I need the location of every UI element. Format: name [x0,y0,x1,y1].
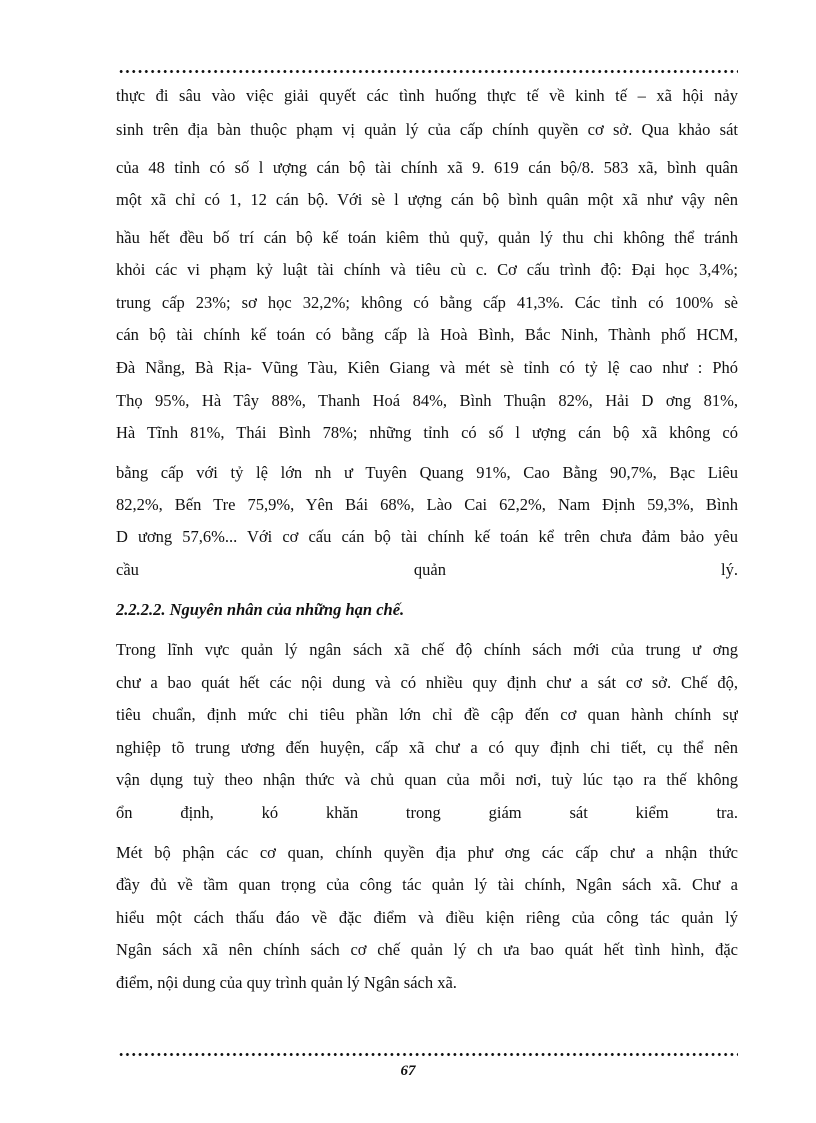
bottom-dotted-rule [118,1052,738,1057]
body-line: Mét bộ phận các cơ quan, chính quyền địa phư ơng các cấp chư a nhận thức [116,843,738,862]
body-line: điểm, nội dung của quy trình quản lý Ngân sách xã. [116,973,457,992]
body-line: cán bộ tài chính kế toán có bằng cấp là Hoà Bình, Bắc Ninh, Thành phố HCM, [116,325,738,344]
body-line: 82,2%, Bến Tre 75,9%, Yên Bái 68%, Lào Cai 62,2%, Nam Định 59,3%, Bình [116,495,738,514]
body-line: Đà Nẵng, Bà Rịa- Vũng Tàu, Kiên Giang và mét sè tỉnh có tỷ lệ cao như : Phó [116,358,738,377]
body-line: trung cấp 23%; sơ học 32,2%; không có bằng cấp 41,3%. Các tỉnh có 100% sè [116,293,738,312]
body-line: tiêu chuẩn, định mức chi tiêu phần lớn chỉ đề cập đến cơ quan hành chính sự [116,705,738,724]
body-line: hiểu một cách thấu đáo về đặc điểm và điều kiện riêng của công tác quản lý [116,908,738,927]
body-line: thực đi sâu vào việc giải quyết các tình huống thực tế về kinh tế – xã hội nảy [116,86,738,105]
body-line: ổn định, kó khăn trong giám sát kiểm tra. [116,803,738,822]
section-heading: 2.2.2.2. Nguyên nhân của những hạn chế. [116,600,405,619]
body-line: một xã chỉ có 1, 12 cán bộ. Với sè l ượng cán bộ bình quân một xã như vậy nên [116,190,738,209]
body-line: Thọ 95%, Hà Tây 88%, Thanh Hoá 84%, Bình Thuận 82%, Hải D ơng 81%, [116,391,738,410]
body-line: Ngân sách xã nên chính sách cơ chế quản lý ch ưa bao quát hết tình hình, đặc [116,940,738,959]
body-line: chư a bao quát hết các nội dung và có nhiều quy định chư a sát cơ sở. Chế độ, [116,673,738,692]
top-dotted-rule [118,69,738,74]
body-line: sinh trên địa bàn thuộc phạm vị quản lý của cấp chính quyền cơ sở. Qua khảo sát [116,120,738,139]
body-line: Hà Tĩnh 81%, Thái Bình 78%; những tỉnh có số l ượng cán bộ xã không có [116,423,738,442]
body-line: đầy đủ về tầm quan trọng của công tác quản lý tài chính, Ngân sách xã. Chư a [116,875,738,894]
page-number: 67 [400,1063,416,1079]
body-line: của 48 tỉnh có số l ượng cán bộ tài chính xã 9. 619 cán bộ/8. 583 xã, bình quân [116,158,738,177]
body-line: D ương 57,6%... Với cơ cấu cán bộ tài chính kế toán kể trên chưa đảm bảo yêu [116,527,738,546]
body-line: hầu hết đều bố trí cán bộ kế toán kiêm thủ quỹ, quản lý thu chi không thể tránh [116,228,738,247]
body-line: vận dụng tuỳ theo nhận thức và chủ quan của mỗi nơi, tuỳ lúc tạo ra thế không [116,770,738,789]
body-line: cầu quản lý. [116,560,738,579]
body-line: nghiệp tõ trung ương đến huyện, cấp xã chư a có quy định chi tiết, cụ thể nên [116,738,738,757]
body-line: Trong lĩnh vực quản lý ngân sách xã chế độ chính sách mới của trung ư ơng [116,640,738,659]
body-line: bằng cấp với tỷ lệ lớn nh ư Tuyên Quang 91%, Cao Bằng 90,7%, Bạc Liêu [116,463,738,482]
body-line: khỏi các vi phạm kỷ luật tài chính và tiêu cù c. Cơ cấu trình độ: Đại học 3,4%; [116,260,738,279]
